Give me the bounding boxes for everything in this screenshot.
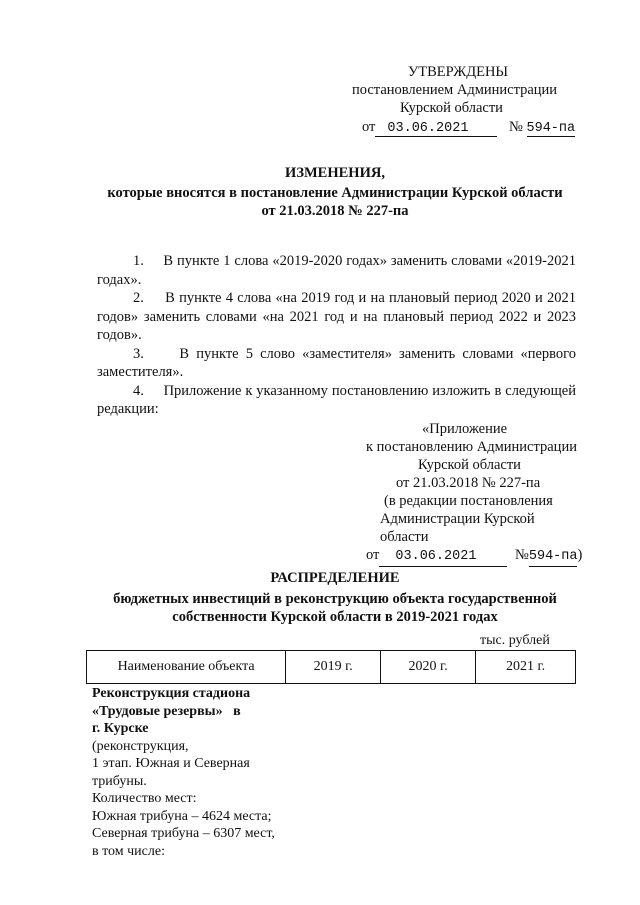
- distribution-table: [86, 650, 576, 684]
- appendix-line3: Курской области: [418, 457, 521, 473]
- object-detail-line: Северная трибуна – 6307 мест,: [92, 826, 275, 841]
- object-name-line2: «Трудовые резервы» в: [92, 703, 241, 719]
- approval-from-prefix: от: [362, 119, 376, 135]
- units-label: тыс. рублей: [480, 633, 550, 648]
- changes-ref: от 21.03.2018 № 227-па: [261, 203, 409, 219]
- list-item: 4. Приложение к указанному постановлению изложить в следующей редакции:: [97, 382, 577, 417]
- appendix-line2: к постановлению Администрации: [366, 439, 577, 455]
- approval-block: [352, 64, 582, 137]
- approval-date: 03.06.2021: [375, 121, 497, 137]
- list-item: 3. В пункте 5 слово «заместителя» заменить словами «первого заместителя».: [97, 345, 576, 380]
- appendix-block: [360, 420, 585, 567]
- object-detail-line: 1 этап. Южная и Северная: [92, 756, 250, 771]
- approval-line2: Курской области: [400, 100, 503, 116]
- appendix-number-prefix: №: [515, 547, 529, 563]
- appendix-line5: (в редакции постановления: [384, 493, 553, 509]
- appendix-date-line: [360, 546, 585, 567]
- object-name-line3: г. Курске: [92, 721, 149, 736]
- approval-number: 594-па: [526, 121, 576, 136]
- changes-title: ИЗМЕНЕНИЯ,: [285, 165, 385, 181]
- object-detail-line: Количество мест:: [92, 791, 197, 806]
- approval-number-prefix: №: [509, 119, 523, 135]
- approval-date-line: [362, 119, 582, 137]
- appendix-close: ): [577, 547, 583, 563]
- appendix-from-prefix: от: [366, 547, 380, 563]
- object-name-line1: Реконструкция стадиона: [92, 686, 251, 701]
- distribution-subtitle2: собственности Курской области в 2019-2021 годах: [172, 609, 498, 625]
- header-2019: 2019 г.: [286, 651, 381, 684]
- appendix-line6: Администрации Курской области: [380, 511, 535, 545]
- changes-heading: [90, 165, 580, 220]
- header-2021: 2021 г.: [476, 651, 576, 684]
- distribution-subtitle1: бюджетных инвестиций в реконструкцию объекта государственной: [113, 591, 557, 607]
- appendix-line1: «Приложение: [422, 421, 508, 437]
- approval-line1: постановлением Администрации: [352, 82, 558, 98]
- table-header-row: [87, 651, 576, 684]
- appendix-line4: от 21.03.2018 № 227-па: [396, 475, 541, 491]
- object-detail-line: в том числе:: [92, 843, 165, 859]
- header-2020: 2020 г.: [381, 651, 476, 684]
- header-object-name: Наименование объекта: [87, 651, 286, 684]
- object-detail-line: трибуны.: [92, 773, 147, 789]
- list-item: 1. В пункте 1 слова «2019-2020 годах» заменить словами «2019-2021 годах».: [97, 253, 577, 288]
- items-list: [97, 252, 576, 419]
- approval-title: УТВЕРЖДЕНЫ: [408, 64, 509, 80]
- distribution-heading: [90, 570, 580, 626]
- appendix-date: 03.06.2021: [379, 548, 507, 567]
- appendix-number: 594-па: [529, 548, 578, 567]
- object-detail-line: Южная трибуна – 4624 места;: [92, 808, 272, 824]
- distribution-title: РАСПРЕДЕЛЕНИЕ: [270, 570, 400, 586]
- object-description: [92, 685, 292, 860]
- changes-subtitle: которые вносятся в постановление Администрации Курской области: [107, 185, 563, 201]
- object-detail-line: (реконструкция,: [92, 738, 189, 754]
- list-item: 2. В пункте 4 слова «на 2019 год и на плановый период 2020 и 2021 годов» заменить словами «на 2021 год и на плановый период 2022 и 2023 годов».: [97, 290, 577, 343]
